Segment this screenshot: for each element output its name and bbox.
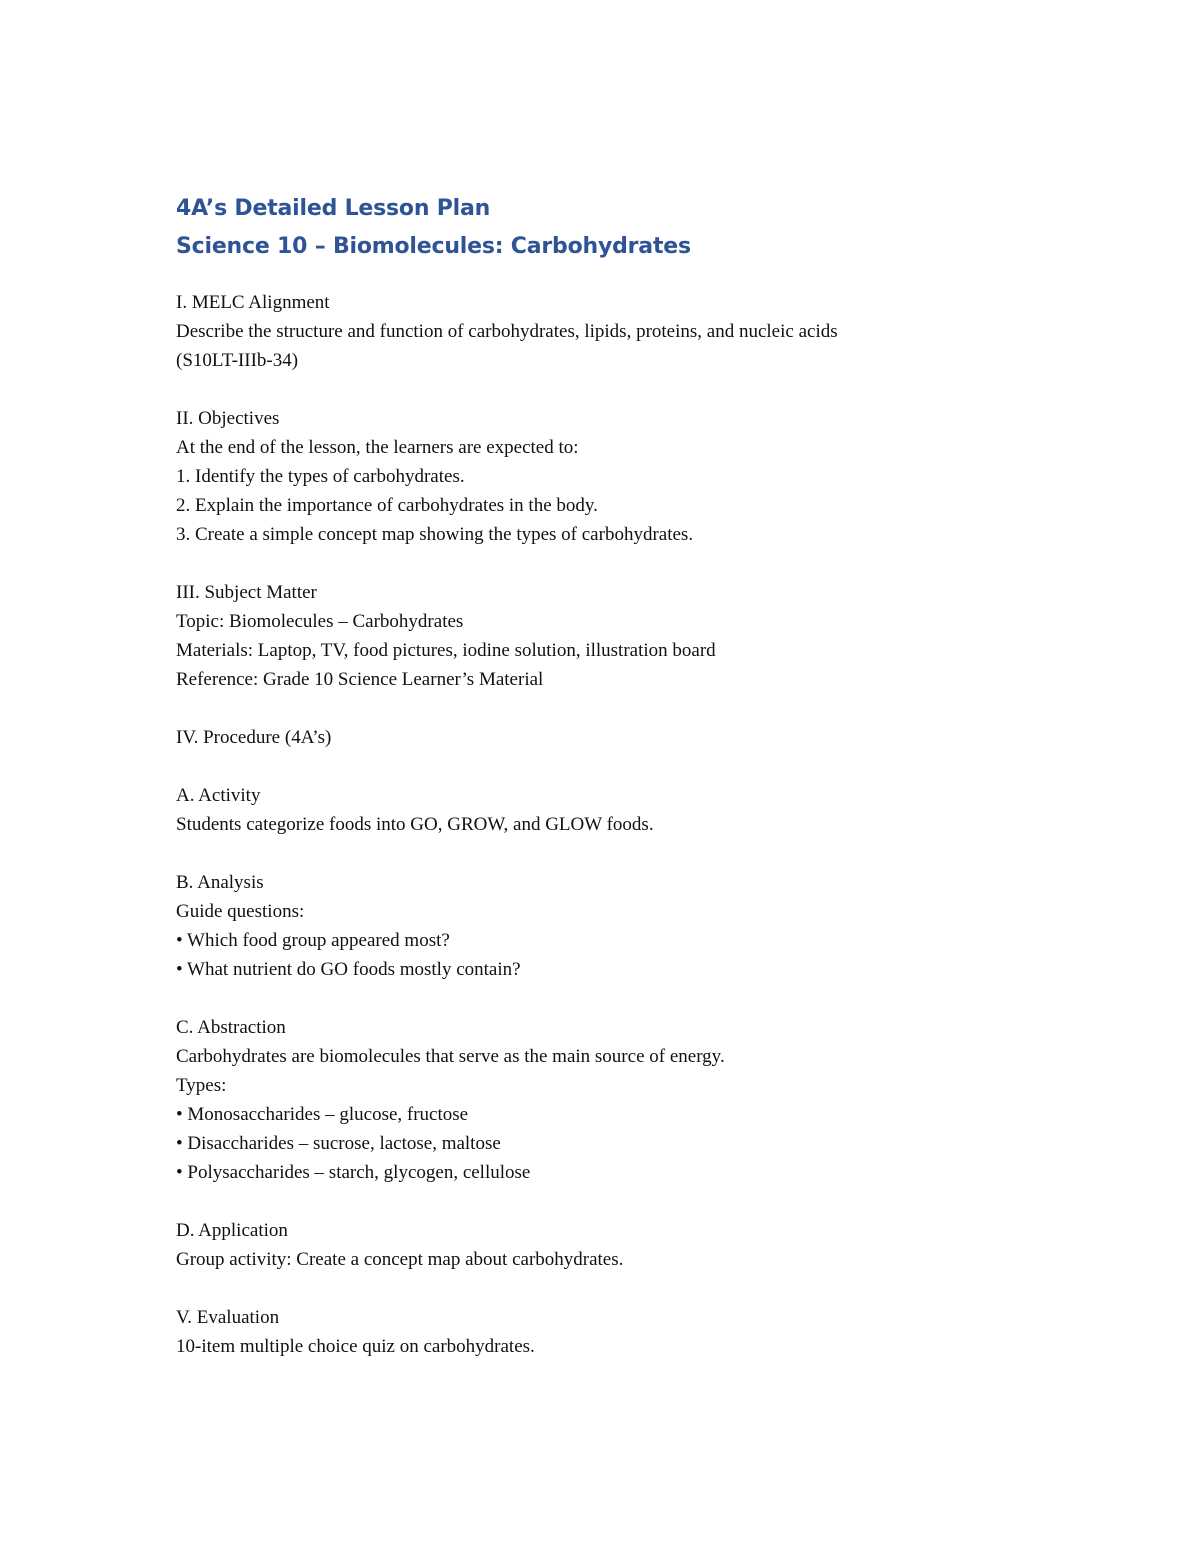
application-text: Group activity: Create a concept map about carbohydrates. [176, 1249, 624, 1270]
evaluation-text: 10-item multiple choice quiz on carbohydrates. [176, 1336, 535, 1357]
procedure-section [176, 723, 1076, 752]
activity-section [176, 781, 1076, 839]
objective-item: 1. Identify the types of carbohydrates. [176, 466, 465, 487]
abstraction-text: Carbohydrates are biomolecules that serve as the main source of energy. [176, 1046, 725, 1067]
objective-item: 3. Create a simple concept map showing the types of carbohydrates. [176, 524, 694, 545]
document-title: 4A’s Detailed Lesson Plan [176, 196, 491, 221]
document-body [176, 190, 1076, 1390]
objectives-intro: At the end of the lesson, the learners are expected to: [176, 437, 579, 458]
subject-matter-section [176, 578, 1076, 694]
abstraction-section [176, 1013, 1076, 1187]
abstraction-type-item: • Polysaccharides – starch, glycogen, cellulose [176, 1162, 531, 1183]
abstraction-heading: C. Abstraction [176, 1017, 286, 1038]
melc-code: (S10LT-IIIb-34) [176, 350, 299, 371]
application-heading: D. Application [176, 1220, 288, 1241]
activity-text: Students categorize foods into GO, GROW, and GLOW foods. [176, 814, 654, 835]
objectives-section [176, 404, 1076, 549]
evaluation-heading: V. Evaluation [176, 1307, 280, 1328]
subject-matter-heading: III. Subject Matter [176, 582, 317, 603]
subject-materials: Materials: Laptop, TV, food pictures, iodine solution, illustration board [176, 640, 716, 661]
activity-heading: A. Activity [176, 785, 261, 806]
analysis-section [176, 868, 1076, 984]
abstraction-type-item: • Monosaccharides – glucose, fructose [176, 1104, 469, 1125]
application-section [176, 1216, 1076, 1274]
analysis-question: • What nutrient do GO foods mostly contain? [176, 959, 521, 980]
document-subtitle: Science 10 – Biomolecules: Carbohydrates [176, 234, 691, 259]
subject-reference: Reference: Grade 10 Science Learner’s Material [176, 669, 544, 690]
subject-topic: Topic: Biomolecules – Carbohydrates [176, 611, 464, 632]
abstraction-type-item: • Disaccharides – sucrose, lactose, maltose [176, 1133, 501, 1154]
objective-item: 2. Explain the importance of carbohydrates in the body. [176, 495, 598, 516]
objectives-heading: II. Objectives [176, 408, 280, 429]
procedure-heading: IV. Procedure (4A’s) [176, 727, 332, 748]
melc-heading: I. MELC Alignment [176, 292, 330, 313]
melc-line: Describe the structure and function of carbohydrates, lipids, proteins, and nucleic acids [176, 321, 838, 342]
abstraction-types-label: Types: [176, 1075, 227, 1096]
analysis-intro: Guide questions: [176, 901, 305, 922]
analysis-heading: B. Analysis [176, 872, 264, 893]
melc-section [176, 288, 1076, 375]
evaluation-section [176, 1303, 1076, 1361]
analysis-question: • Which food group appeared most? [176, 930, 450, 951]
